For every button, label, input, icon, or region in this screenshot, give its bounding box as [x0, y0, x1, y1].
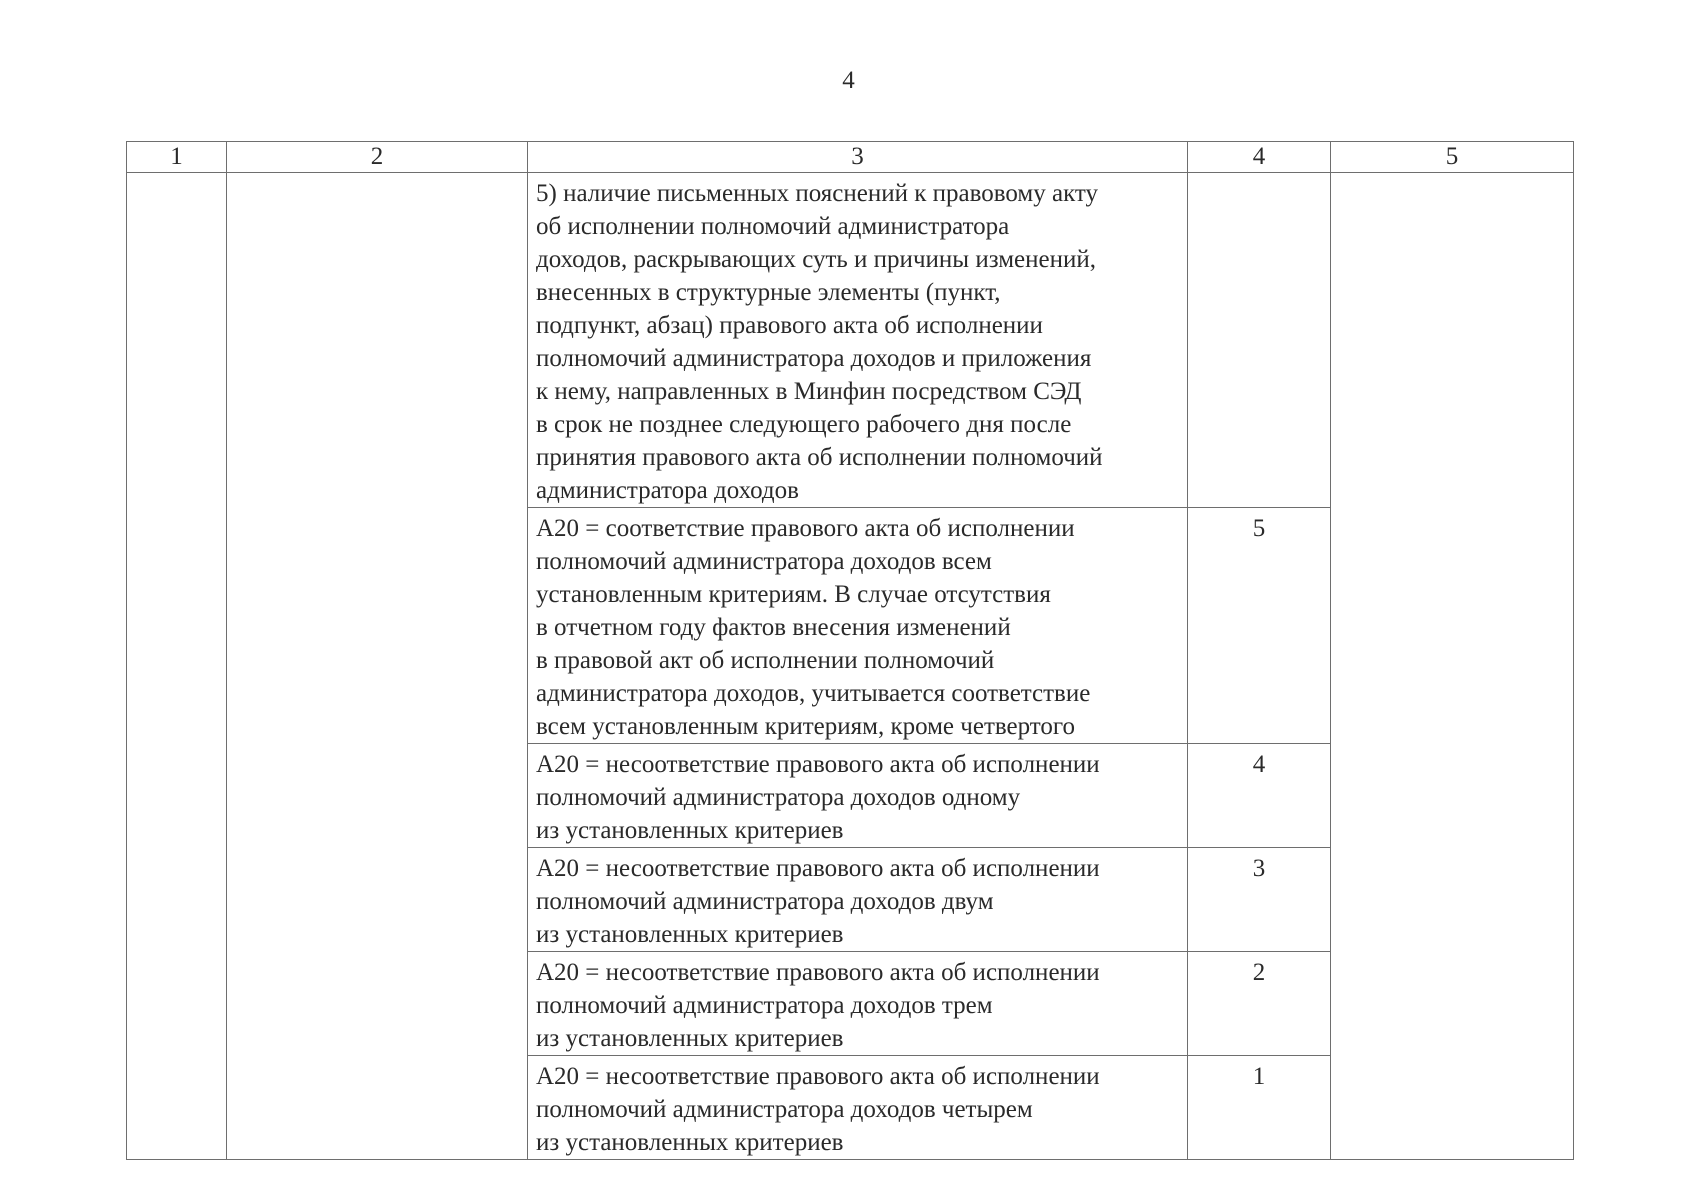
score-cell: 4 [1188, 744, 1331, 848]
score-cell: 2 [1188, 952, 1331, 1056]
column-2-cell [227, 173, 528, 1160]
score-cell: 3 [1188, 848, 1331, 952]
header-cell: 5 [1331, 142, 1574, 173]
criterion-cell: А20 = несоответствие правового акта об исполнении полномочий администратора доходов двум из установленных критериев [528, 848, 1188, 952]
header-cell: 3 [528, 142, 1188, 173]
table-header-row [127, 142, 1574, 173]
header-cell: 1 [127, 142, 227, 173]
page-number: 4 [842, 67, 855, 94]
criterion-cell: А20 = несоответствие правового акта об исполнении полномочий администратора доходов трем из установленных критериев [528, 952, 1188, 1056]
score-cell: 5 [1188, 508, 1331, 744]
criterion-cell: А20 = несоответствие правового акта об исполнении полномочий администратора доходов одному из установленных критериев [528, 744, 1188, 848]
criterion-cell: А20 = несоответствие правового акта об исполнении полномочий администратора доходов четырем из установленных критериев [528, 1056, 1188, 1160]
table-row [127, 173, 1574, 508]
header-cell: 2 [227, 142, 528, 173]
column-1-cell [127, 173, 227, 1160]
column-5-cell [1331, 173, 1574, 1160]
header-cell: 4 [1188, 142, 1331, 173]
score-cell [1188, 173, 1331, 508]
score-cell: 1 [1188, 1056, 1331, 1160]
criteria-table [126, 141, 1574, 1160]
criterion-cell: А20 = соответствие правового акта об исполнении полномочий администратора доходов всем установленным критериям. В случае отсутствия в отчетном году фактов внесения изменений в правовой акт об исполнении полномочий администратора доходов, учитывается соответствие всем установленным критериям, кроме четвертого [528, 508, 1188, 744]
criterion-cell: 5) наличие письменных пояснений к правовому акту об исполнении полномочий администратора доходов, раскрывающих суть и причины изменений, внесенных в структурные элементы (пункт, подпункт, абзац) правового акта об исполнении полномочий администратора доходов и приложения к нему, направленных в Минфин посредством СЭД в срок не позднее следующего рабочего дня после принятия правового акта об исполнении полномочий администратора доходов [528, 173, 1188, 508]
